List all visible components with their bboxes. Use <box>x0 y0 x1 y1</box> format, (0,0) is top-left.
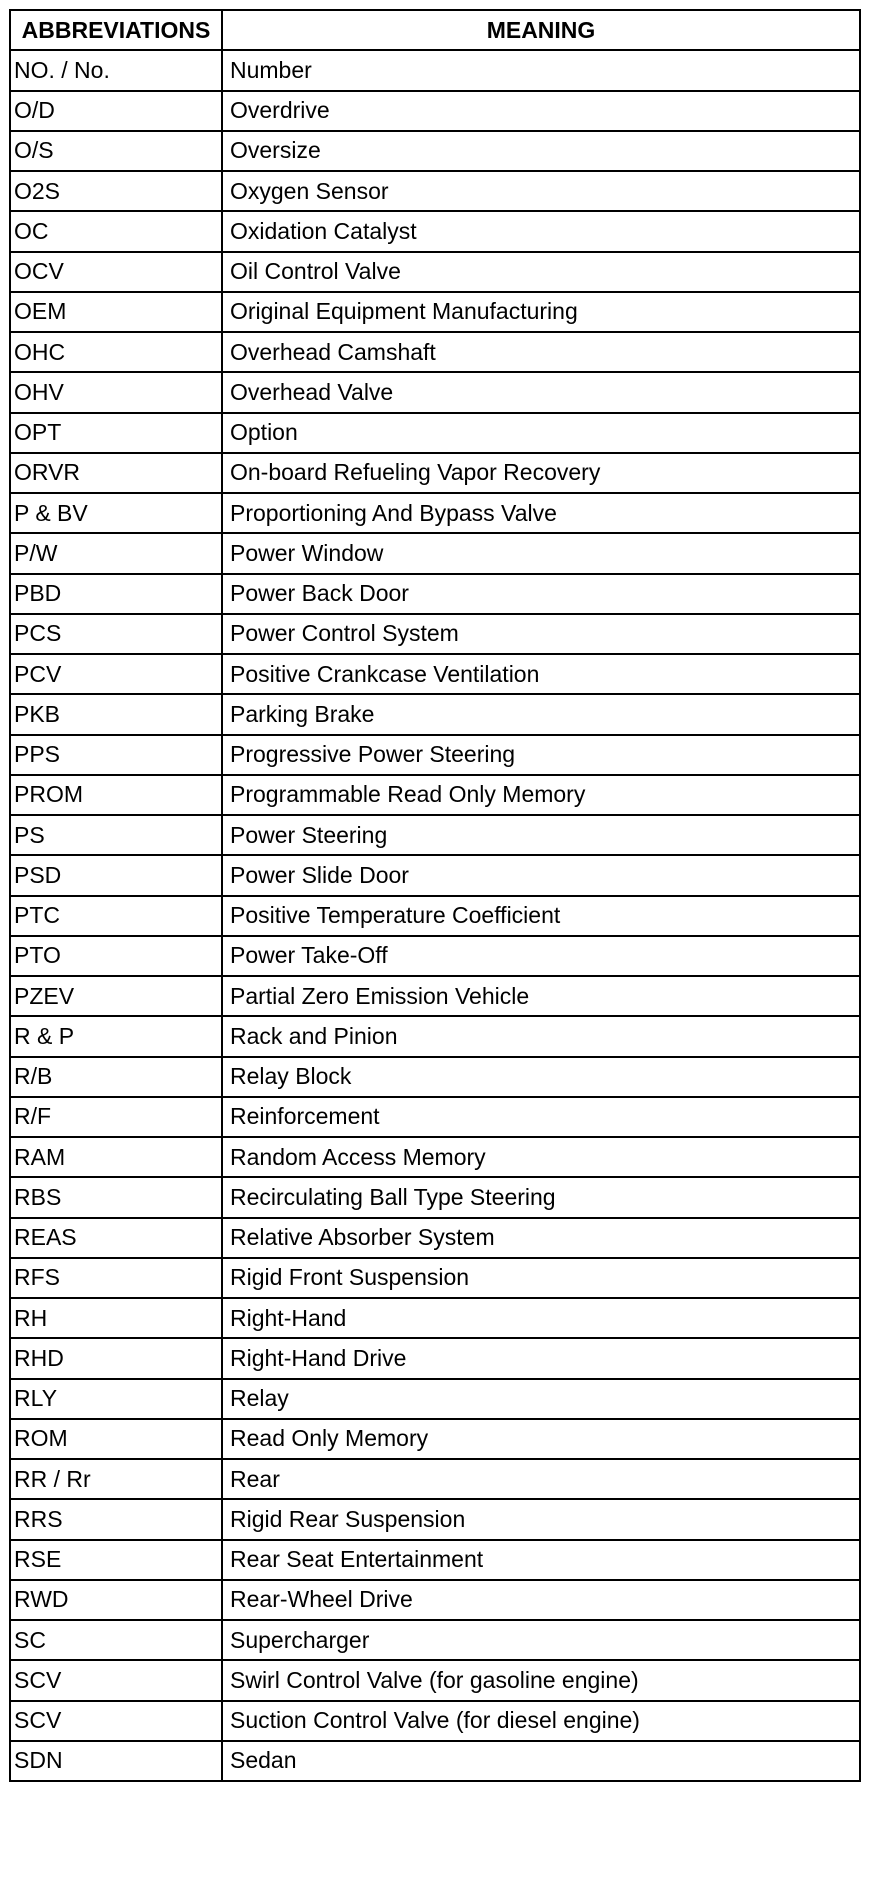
table-row <box>10 211 860 251</box>
abbreviation-cell: PCS <box>10 614 222 654</box>
abbreviation-cell: P/W <box>10 533 222 573</box>
meaning-cell: Overhead Valve <box>222 372 860 412</box>
table-row <box>10 1660 860 1700</box>
abbreviation-cell: OPT <box>10 413 222 453</box>
meaning-cell: Original Equipment Manufacturing <box>222 292 860 332</box>
meaning-cell: Overdrive <box>222 91 860 131</box>
meaning-cell: Relay Block <box>222 1057 860 1097</box>
meaning-cell: Positive Temperature Coefficient <box>222 896 860 936</box>
meaning-cell: Relay <box>222 1379 860 1419</box>
abbreviation-cell: PZEV <box>10 976 222 1016</box>
table-row <box>10 654 860 694</box>
meaning-cell: Rigid Front Suspension <box>222 1258 860 1298</box>
meaning-cell: On-board Refueling Vapor Recovery <box>222 453 860 493</box>
meaning-cell: Number <box>222 50 860 90</box>
meaning-cell: Programmable Read Only Memory <box>222 775 860 815</box>
table-row <box>10 1258 860 1298</box>
table-row <box>10 976 860 1016</box>
table-row <box>10 252 860 292</box>
meaning-cell: Supercharger <box>222 1620 860 1660</box>
abbreviation-cell: O2S <box>10 171 222 211</box>
abbreviation-cell: PSD <box>10 855 222 895</box>
abbreviation-cell: RWD <box>10 1580 222 1620</box>
table-row <box>10 1177 860 1217</box>
meaning-cell: Oil Control Valve <box>222 252 860 292</box>
table-row <box>10 735 860 775</box>
abbreviation-cell: R/B <box>10 1057 222 1097</box>
table-row <box>10 1298 860 1338</box>
abbreviation-cell: PROM <box>10 775 222 815</box>
meaning-cell: Option <box>222 413 860 453</box>
meaning-cell: Power Window <box>222 533 860 573</box>
abbreviation-cell: RH <box>10 1298 222 1338</box>
abbreviation-cell: RHD <box>10 1338 222 1378</box>
meaning-cell: Rear Seat Entertainment <box>222 1540 860 1580</box>
meaning-cell: Oxidation Catalyst <box>222 211 860 251</box>
abbreviation-cell: SDN <box>10 1741 222 1781</box>
meaning-cell: Relative Absorber System <box>222 1218 860 1258</box>
abbreviation-cell: PBD <box>10 574 222 614</box>
meaning-cell: Rack and Pinion <box>222 1016 860 1056</box>
table-row <box>10 614 860 654</box>
table-row <box>10 50 860 90</box>
table-row <box>10 1701 860 1741</box>
abbreviation-cell: O/S <box>10 131 222 171</box>
table-row <box>10 1419 860 1459</box>
meaning-cell: Rear <box>222 1459 860 1499</box>
meaning-cell: Recirculating Ball Type Steering <box>222 1177 860 1217</box>
abbreviation-cell: SCV <box>10 1660 222 1700</box>
abbreviation-cell: OCV <box>10 252 222 292</box>
meaning-cell: Power Slide Door <box>222 855 860 895</box>
table-row <box>10 533 860 573</box>
meaning-cell: Sedan <box>222 1741 860 1781</box>
table-row <box>10 1097 860 1137</box>
abbreviation-cell: PS <box>10 815 222 855</box>
abbreviation-cell: RR / Rr <box>10 1459 222 1499</box>
meaning-cell: Oxygen Sensor <box>222 171 860 211</box>
table-row <box>10 1540 860 1580</box>
meaning-cell: Swirl Control Valve (for gasoline engine) <box>222 1660 860 1700</box>
abbreviation-cell: PKB <box>10 694 222 734</box>
meaning-cell: Positive Crankcase Ventilation <box>222 654 860 694</box>
table-row <box>10 332 860 372</box>
table-row <box>10 815 860 855</box>
meaning-cell: Progressive Power Steering <box>222 735 860 775</box>
abbreviation-cell: O/D <box>10 91 222 131</box>
abbreviation-cell: PTC <box>10 896 222 936</box>
abbreviation-cell: OHC <box>10 332 222 372</box>
meaning-cell: Partial Zero Emission Vehicle <box>222 976 860 1016</box>
header-row <box>10 10 860 50</box>
abbreviation-cell: P & BV <box>10 493 222 533</box>
table-row <box>10 413 860 453</box>
meaning-cell: Power Steering <box>222 815 860 855</box>
abbreviation-cell: RBS <box>10 1177 222 1217</box>
meaning-cell: Power Control System <box>222 614 860 654</box>
meaning-cell: Overhead Camshaft <box>222 332 860 372</box>
table-row <box>10 1057 860 1097</box>
table-row <box>10 574 860 614</box>
table-row <box>10 896 860 936</box>
table-row <box>10 1459 860 1499</box>
table-row <box>10 453 860 493</box>
meaning-cell: Right-Hand Drive <box>222 1338 860 1378</box>
table-row <box>10 1499 860 1539</box>
table-row <box>10 1580 860 1620</box>
table-row <box>10 91 860 131</box>
abbreviation-cell: ROM <box>10 1419 222 1459</box>
table-row <box>10 171 860 211</box>
abbreviation-cell: PCV <box>10 654 222 694</box>
abbreviation-cell: RSE <box>10 1540 222 1580</box>
meaning-cell: Random Access Memory <box>222 1137 860 1177</box>
table-row <box>10 1137 860 1177</box>
meaning-cell: Parking Brake <box>222 694 860 734</box>
meaning-cell: Power Back Door <box>222 574 860 614</box>
table-row <box>10 694 860 734</box>
table-row <box>10 1218 860 1258</box>
abbreviations-table <box>9 9 861 1782</box>
abbreviation-cell: ORVR <box>10 453 222 493</box>
table-row <box>10 1338 860 1378</box>
abbreviation-cell: R & P <box>10 1016 222 1056</box>
meaning-cell: Reinforcement <box>222 1097 860 1137</box>
meaning-cell: Rear-Wheel Drive <box>222 1580 860 1620</box>
abbreviation-cell: PTO <box>10 936 222 976</box>
abbreviation-cell: RLY <box>10 1379 222 1419</box>
table-row <box>10 775 860 815</box>
abbreviation-cell: SC <box>10 1620 222 1660</box>
meaning-cell: Proportioning And Bypass Valve <box>222 493 860 533</box>
meaning-cell: Right-Hand <box>222 1298 860 1338</box>
abbreviations-column-header: ABBREVIATIONS <box>10 10 222 50</box>
table-row <box>10 1379 860 1419</box>
abbreviation-cell: OC <box>10 211 222 251</box>
table-header <box>10 10 860 50</box>
abbreviation-cell: OHV <box>10 372 222 412</box>
table-row <box>10 1016 860 1056</box>
table-row <box>10 292 860 332</box>
abbreviation-cell: RRS <box>10 1499 222 1539</box>
abbreviation-cell: RFS <box>10 1258 222 1298</box>
abbreviation-cell: R/F <box>10 1097 222 1137</box>
table-row <box>10 493 860 533</box>
abbreviation-cell: NO. / No. <box>10 50 222 90</box>
table-row <box>10 131 860 171</box>
meaning-column-header: MEANING <box>222 10 860 50</box>
table-row <box>10 1741 860 1781</box>
abbreviation-cell: REAS <box>10 1218 222 1258</box>
table-row <box>10 936 860 976</box>
meaning-cell: Oversize <box>222 131 860 171</box>
meaning-cell: Power Take-Off <box>222 936 860 976</box>
abbreviation-cell: OEM <box>10 292 222 332</box>
abbreviation-cell: PPS <box>10 735 222 775</box>
meaning-cell: Read Only Memory <box>222 1419 860 1459</box>
meaning-cell: Suction Control Valve (for diesel engine) <box>222 1701 860 1741</box>
meaning-cell: Rigid Rear Suspension <box>222 1499 860 1539</box>
table-row <box>10 1620 860 1660</box>
abbreviation-cell: SCV <box>10 1701 222 1741</box>
table-body <box>10 50 860 1781</box>
abbreviation-cell: RAM <box>10 1137 222 1177</box>
table-row <box>10 855 860 895</box>
table-row <box>10 372 860 412</box>
